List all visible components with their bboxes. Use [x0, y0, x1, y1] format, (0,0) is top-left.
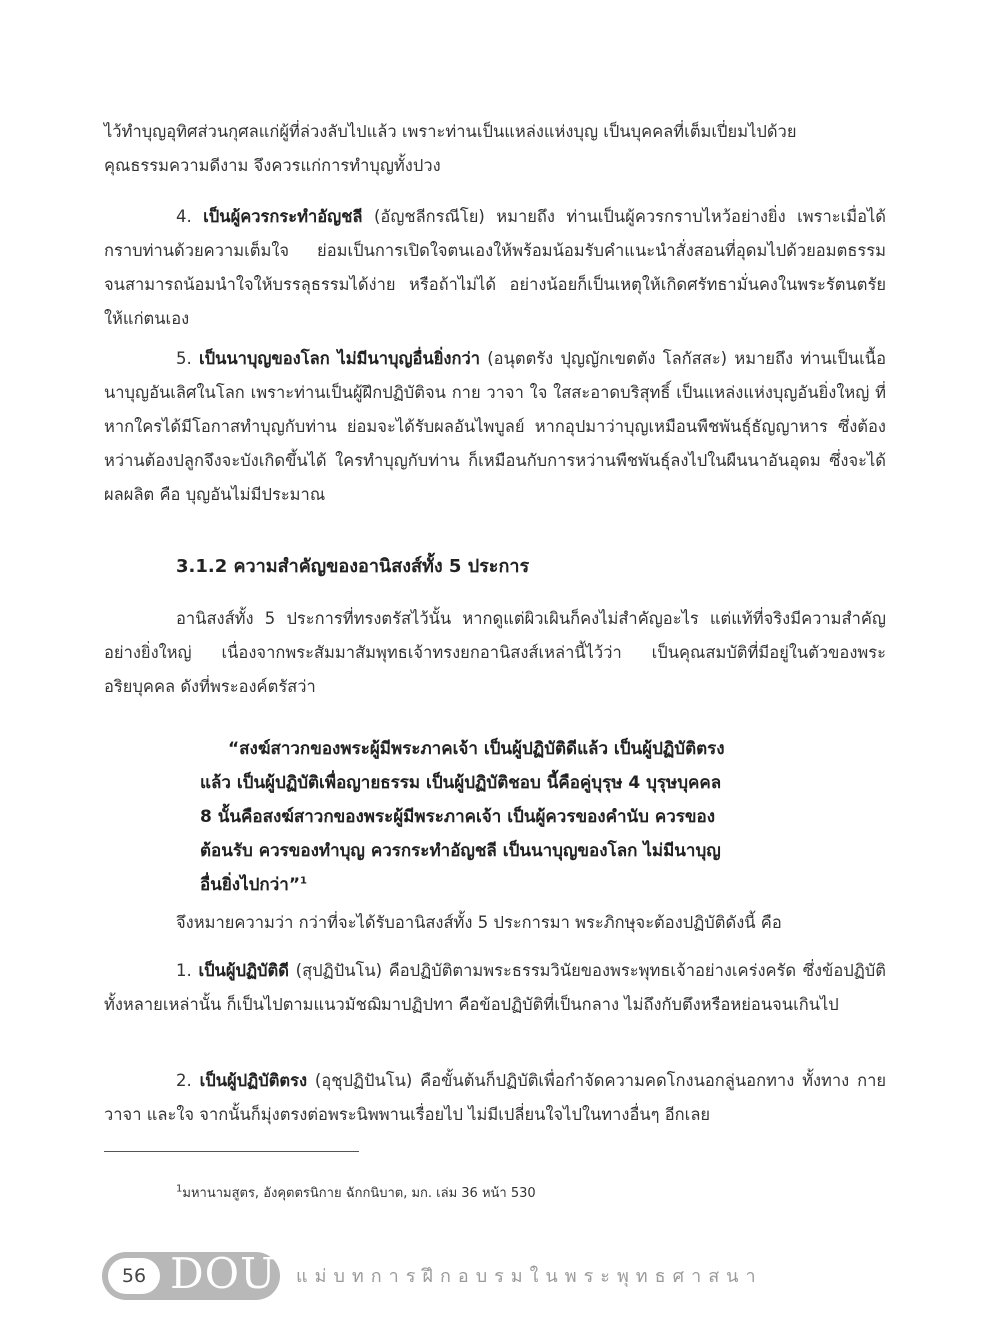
section-heading: 3.1.2 ความสำคัญของอานิสงส์ทั้ง 5 ประการ — [176, 556, 530, 577]
footnote-text: มหานามสูตร, อังคุตตรนิกาย ฉักกนิบาต, มก. เล่ม 36 หน้า 530 — [182, 1186, 536, 1201]
practice-2-title: เป็นผู้ปฏิบัติตรง — [199, 1071, 308, 1090]
dou-logo: DOU — [170, 1249, 277, 1298]
item-5-body: (อนุตตรัง ปุญญักเขตตัง โลกัสสะ) หมายถึง ท่านเป็นเนื้อนาบุญอันเลิศในโลก เพราะท่านเป็นผู้ฝึกปฏิบัติจน กาย วาจา ใจ ใสสะอาดบริสุทธิ์ เป็นแหล่งแห่งบุญอันยิ่งใหญ่ ที่หากใครได้มีโอกาสทำบุญกับท่าน ย่อมจะได้รับผลอันไพบูลย์ หากอุปมาว่าบุญเหมือนพืชพันธุ์ธัญญาหาร ซึ่งต้องหว่านต้องปลูกจึงจะบังเกิดขึ้นได้ ใครทำบุญกับท่าน ก็เหมือนกับการหว่านพืชพันธุ์ลงไปในผืนนาอันอุดม ซึ่งจะได้ผลผลิต คือ บุญอันไม่มีประมาณ — [104, 349, 886, 504]
quote-line-1: “สงฆ์สาวกของพระผู้มีพระภาคเจ้า เป็นผู้ปฏิบัติดีแล้ว เป็นผู้ปฏิบัติตรง — [228, 739, 725, 759]
book-title: แม่บทการฝึกอบรมในพระพุทธศาสนา — [296, 1266, 763, 1287]
intro-line-1: ไว้ทำบุญอุทิศส่วนกุศลแก่ผู้ที่ล่วงลับไปแล้ว เพราะท่านเป็นแหล่งแห่งบุญ เป็นบุคคลที่เต็มเปี่ยมไปด้วย — [104, 122, 797, 141]
intro-paragraph — [104, 115, 886, 183]
page-number: 56 — [108, 1258, 160, 1294]
intro-line-2: คุณธรรมความดีงาม จึงควรแก่การทำบุญทั้งปวง — [104, 156, 441, 175]
footnote — [176, 1184, 536, 1204]
summary-paragraph: จึงหมายความว่า กว่าที่จะได้รับอานิสงส์ทั้ง 5 ประการมา พระภิกษุจะต้องปฏิบัติดังนี้ คือ — [176, 913, 782, 932]
practice-1-paragraph — [104, 954, 886, 1022]
quote-line-2: แล้ว เป็นผู้ปฏิบัติเพื่อญายธรรม เป็นผู้ปฏิบัติชอบ นี้คือคู่บุรุษ 4 บุรุษบุคคล — [200, 773, 722, 793]
practice-2-number: 2. — [176, 1071, 192, 1090]
practice-1-body: (สุปฏิปันโน) คือปฏิบัติตามพระธรรมวินัยของพระพุทธเจ้าอย่างเคร่งครัด ซึ่งข้อปฏิบัติทั้งหลายเหล่านั้น ก็เป็นไปตามแนวมัชฌิมาปฏิปทา คือข้อปฏิบัติที่เป็นกลาง ไม่ถึงกับตึงหรือหย่อนจนเกินไป — [104, 961, 886, 1014]
scripture-quote — [200, 732, 780, 902]
practice-2-paragraph — [104, 1064, 886, 1132]
item-4-body: (อัญชลีกรณีโย) หมายถึง ท่านเป็นผู้ควรกราบไหว้อย่างยิ่ง เพราะเมื่อได้กราบท่านด้วยความเต็มใจ ย่อมเป็นการเปิดใจตนเองให้พร้อมน้อมรับคำแนะนำสั่งสอนที่อุดมไปด้วยอมตธรรม จนสามารถน้อมนำใจให้บรรลุธรรมได้ง่าย หรือถ้าไม่ได้ อย่างน้อยก็เป็นเหตุให้เกิดศรัทธามั่นคงในพระรัตนตรัยให้แก่ตนเอง — [104, 207, 887, 328]
item-4-title: เป็นผู้ควรกระทำอัญชลี — [203, 207, 363, 226]
footnote-ref[interactable]: 1 — [300, 875, 307, 887]
item-5-number: 5. — [176, 349, 192, 368]
item-4-paragraph — [104, 200, 886, 336]
item-5-paragraph — [104, 342, 886, 512]
practice-2-body: (อุชุปฏิปันโน) คือขั้นต้นก็ปฏิบัติเพื่อกำจัดความคดโกงนอกลู่นอกทาง ทั้งทาง กาย วาจา และใจ จากนั้นก็มุ่งตรงต่อพระนิพพานเรื่อยไป ไม่มีเปลี่ยนใจไปในทางอื่นๆ อีกเลย — [104, 1071, 887, 1124]
quote-line-5 — [200, 868, 780, 902]
quote-line-4: ต้อนรับ ควรของทำบุญ ควรกระทำอัญชลี เป็นนาบุญของโลก ไม่มีนาบุญ — [200, 841, 721, 861]
practice-1-number: 1. — [176, 961, 192, 980]
footnote-mark: 1 — [176, 1183, 183, 1195]
section-paragraph: อานิสงส์ทั้ง 5 ประการที่ทรงตรัสไว้นั้น หากดูแต่ผิวเผินก็คงไม่สำคัญอะไร แต่แท้ที่จริงมีความสำคัญอย่างยิ่งใหญ่ เนื่องจากพระสัมมาสัมพุทธเจ้าทรงยกอานิสงส์เหล่านี้ไว้ว่า เป็นคุณสมบัติที่มีอยู่ในตัวของพระอริยบุคคล ดังที่พระองค์ตรัสว่า — [104, 609, 886, 696]
practice-1-title: เป็นผู้ปฏิบัติดี — [198, 961, 289, 980]
quote-line-3: 8 นั้นคือสงฆ์สาวกของพระผู้มีพระภาคเจ้า เป็นผู้ควรของคำนับ ควรของ — [200, 807, 716, 827]
footnote-divider — [104, 1151, 359, 1152]
item-4-number: 4. — [176, 207, 192, 226]
item-5-title: เป็นนาบุญของโลก ไม่มีนาบุญอื่นยิ่งกว่า — [199, 349, 480, 368]
quote-line-5-text: อื่นยิ่งไปกว่า” — [200, 875, 300, 895]
